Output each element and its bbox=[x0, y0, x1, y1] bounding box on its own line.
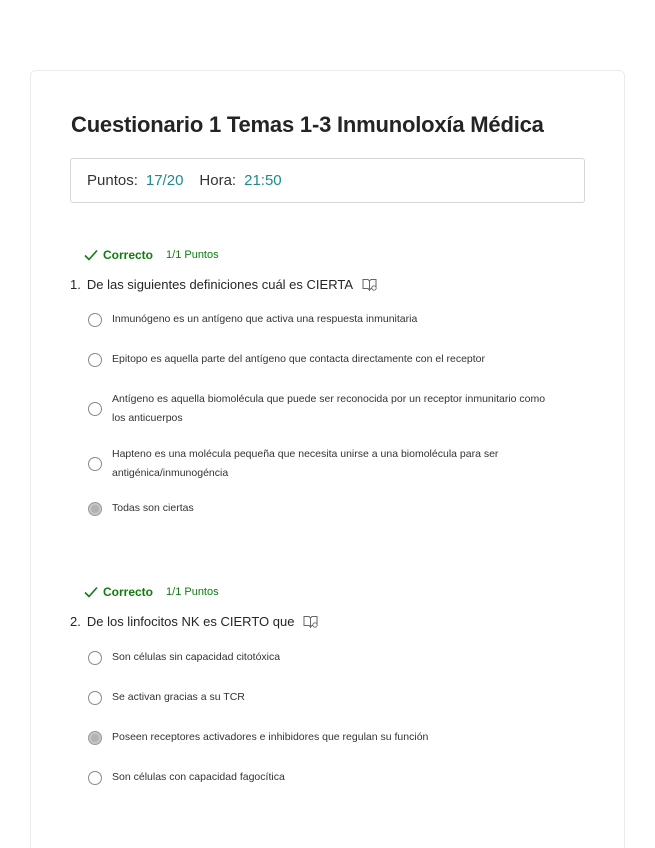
quiz-title: Cuestionario 1 Temas 1-3 Inmunoloxía Médica bbox=[71, 112, 544, 137]
answer-option[interactable] bbox=[88, 688, 558, 707]
status-text: Correcto bbox=[103, 585, 154, 599]
answer-option[interactable] bbox=[88, 499, 558, 518]
radio-button-selected[interactable] bbox=[88, 502, 102, 516]
option-label: Son células sin capacidad citotóxica bbox=[112, 651, 281, 663]
radio-button[interactable] bbox=[88, 457, 102, 471]
radio-button[interactable] bbox=[88, 313, 102, 327]
answer-option[interactable] bbox=[88, 310, 558, 329]
question-text bbox=[70, 614, 318, 629]
question-number: 2. bbox=[70, 614, 81, 629]
status-points: 1/1 Puntos bbox=[166, 586, 219, 598]
immersive-reader-icon[interactable] bbox=[362, 278, 377, 291]
option-label: Antígeno es aquella biomolécula que puede ser reconocida por un receptor inmunitario como los anticuerpos bbox=[112, 393, 546, 424]
status-points: 1/1 Puntos bbox=[166, 249, 219, 261]
question-number: 1. bbox=[70, 277, 81, 292]
question-status bbox=[84, 248, 219, 262]
option-label: Se activan gracias a su TCR bbox=[112, 691, 245, 703]
radio-button[interactable] bbox=[88, 691, 102, 705]
answer-option[interactable] bbox=[88, 648, 558, 667]
question-text bbox=[70, 277, 377, 292]
radio-button-selected[interactable] bbox=[88, 731, 102, 745]
score-value: 17/20 bbox=[145, 172, 184, 189]
option-label: Hapteno es una molécula pequeña que necesita unirse a una biomolécula para ser antigénica/inmunogéncia bbox=[112, 448, 499, 479]
question-prompt: De los linfocitos NK es CIERTO que bbox=[86, 614, 295, 629]
time-label: Hora: bbox=[199, 172, 237, 189]
option-label: Todas son ciertas bbox=[112, 502, 194, 514]
time-value: 21:50 bbox=[244, 172, 282, 189]
checkmark-icon bbox=[84, 586, 98, 598]
answer-option[interactable] bbox=[88, 445, 558, 483]
score-summary bbox=[70, 158, 585, 203]
answer-option[interactable] bbox=[88, 768, 558, 787]
question-prompt: De las siguientes definiciones cuál es CIERTA bbox=[86, 277, 353, 292]
option-label: Poseen receptores activadores e inhibidores que regulan su función bbox=[112, 731, 429, 743]
immersive-reader-icon[interactable] bbox=[303, 615, 318, 628]
answer-option[interactable] bbox=[88, 390, 558, 428]
checkmark-icon bbox=[84, 249, 98, 261]
answer-option[interactable] bbox=[88, 728, 558, 747]
option-label: Inmunógeno es un antígeno que activa una respuesta inmunitaria bbox=[112, 313, 418, 325]
question-status bbox=[84, 585, 219, 599]
option-label: Epitopo es aquella parte del antígeno que contacta directamente con el receptor bbox=[112, 353, 486, 365]
radio-button[interactable] bbox=[88, 353, 102, 367]
answer-option[interactable] bbox=[88, 350, 558, 369]
option-label: Son células con capacidad fagocítica bbox=[112, 771, 285, 783]
score-label: Puntos: bbox=[87, 172, 138, 189]
radio-button[interactable] bbox=[88, 771, 102, 785]
status-text: Correcto bbox=[103, 248, 154, 262]
radio-button[interactable] bbox=[88, 651, 102, 665]
radio-button[interactable] bbox=[88, 402, 102, 416]
